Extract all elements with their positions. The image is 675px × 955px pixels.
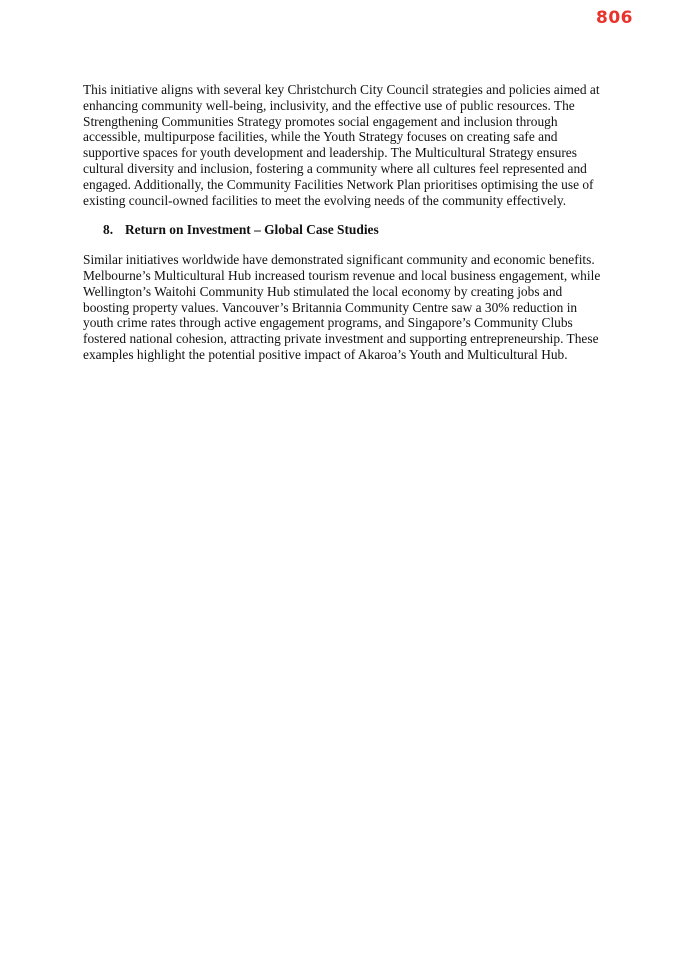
document-body	[83, 82, 603, 363]
paragraph-case-studies: Similar initiatives worldwide have demonstrated significant community and economic benefits. Melbourne’s Multicultural Hub increased tourism revenue and local business engagement, while Wellington’s Waitohi Community Hub stimulated the local economy by creating jobs and boosting property values. Vancouver’s Britannia Community Centre saw a 30% reduction in youth crime rates through active engagement programs, and Singapore’s Community Clubs fostered national cohesion, attracting private investment and supporting entrepreneurship. These examples highlight the potential positive impact of Akaroa’s Youth and Multicultural Hub.	[83, 252, 601, 362]
page-number: 806	[596, 8, 633, 28]
section-title: Return on Investment – Global Case Studies	[125, 222, 379, 238]
section-number: 8.	[103, 222, 114, 238]
section-heading-return-on-investment	[83, 222, 603, 238]
paragraph-strategies: This initiative aligns with several key Christchurch City Council strategies and policies aimed at enhancing community well-being, inclusivity, and the effective use of public resources. The Strengthening Communities Strategy promotes social engagement and inclusion through accessible, multipurpose facilities, while the Youth Strategy focuses on creating safe and supportive spaces for youth development and leadership. The Multicultural Strategy ensures cultural diversity and inclusion, fostering a community where all cultures feel represented and engaged. Additionally, the Community Facilities Network Plan prioritises optimising the use of existing council-owned facilities to meet the evolving needs of the community effectively.	[83, 82, 600, 208]
